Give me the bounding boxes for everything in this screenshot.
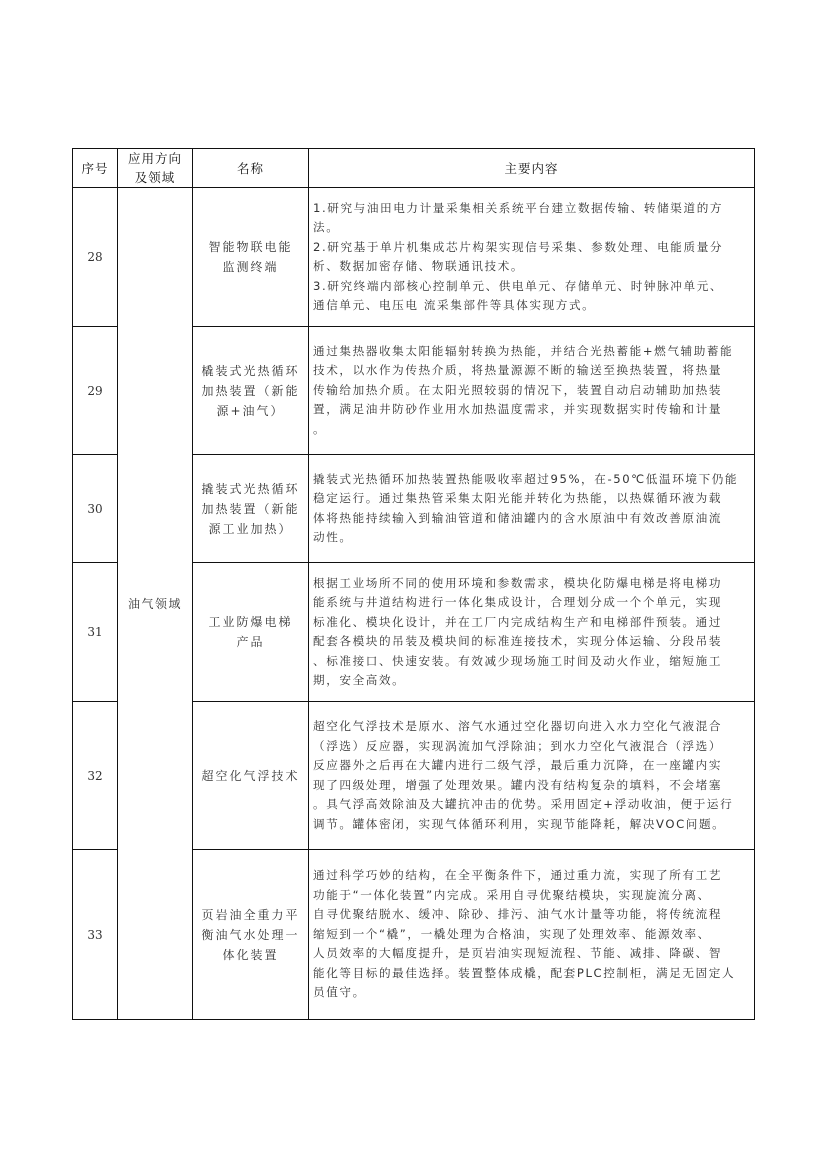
content-line: 通过科学巧妙的结构，在全平衡条件下，通过重力流，实现了所有工艺 xyxy=(313,868,723,883)
item-name-line: 源工业加热） xyxy=(208,521,293,536)
content-line: 缩短到一个“橇”，一橇处理为合格油，实现了处理效率、能源效率、 xyxy=(313,926,711,941)
row-number: 31 xyxy=(73,563,118,702)
item-name-line: 页岩油全重力平 xyxy=(201,907,300,922)
content-line: 、标准接口、快速安装。有效减少现场施工时间及动火作业，缩短施工 xyxy=(313,653,723,668)
item-name xyxy=(193,563,309,702)
content-line: 标准化、模块化设计，并在工厂内完成结构生产和电梯部件预装。通过 xyxy=(313,614,723,629)
content-line: 2.研究基于单片机集成芯片构架实现信号采集、参数处理、电能质量分 xyxy=(313,239,724,254)
item-content xyxy=(309,563,755,702)
application-field: 油气领域 xyxy=(118,188,193,1020)
content-line: 能系统与井道结构进行一体化集成设计，合理划分成一个个单元，实现 xyxy=(313,595,723,609)
item-name xyxy=(193,702,309,850)
item-name-line: 超空化气浮技术 xyxy=(201,768,300,783)
content-line: 现了四级处理，增强了处理效果。罐内没有结构复杂的填料，不会堵塞 xyxy=(313,777,723,792)
item-name xyxy=(193,455,309,563)
row-number: 33 xyxy=(73,850,118,1020)
content-line: 传输给加热介质。在太阳光照较弱的情况下，装置自动启动辅助加热装 xyxy=(313,382,723,397)
content-line: 期，安全高效。 xyxy=(313,673,406,687)
item-name xyxy=(193,188,309,327)
item-name-line: 衡油气水处理一 xyxy=(201,927,300,942)
item-name xyxy=(193,850,309,1020)
header-number: 序号 xyxy=(73,149,118,188)
header-name: 名称 xyxy=(193,149,309,188)
item-content xyxy=(309,188,755,327)
item-content xyxy=(309,702,755,850)
item-name-line: 撬装式光热循环 xyxy=(201,481,300,496)
item-name-line: 产品 xyxy=(236,635,265,649)
content-line: 。具气浮高效除油及大罐抗冲击的优势。采用固定+浮动收油，便于运行 xyxy=(313,797,734,811)
item-name-line: 橇装式光热循环 xyxy=(201,363,300,378)
row-number: 30 xyxy=(73,455,118,563)
content-line: 通信单元、电压电 流采集部件等具体实现方式。 xyxy=(313,298,596,312)
content-line: 析、数据加密存储、物联通讯技术。 xyxy=(313,259,525,273)
item-name-line: 体化装置 xyxy=(222,947,279,962)
content-line: 根据工业场所不同的使用环境和参数需求，模块化防爆电梯是将电梯功 xyxy=(313,575,723,590)
content-line: 1.研究与油田电力计量采集相关系统平台建立数据传输、转储渠道的方 xyxy=(313,200,724,215)
table-row xyxy=(73,188,755,327)
header-content: 主要内容 xyxy=(309,149,755,188)
content-line: 体将热能持续输入到输油管道和储油罐内的含水原油中有效改善原油流 xyxy=(313,510,723,525)
content-line: 调节。罐体密闭，实现气体循环利用，实现节能降耗，解决VOC问题。 xyxy=(313,816,726,831)
content-line: 功能于“一体化装置”内完成。采用自寻优聚结模块，实现旋流分离、 xyxy=(313,887,711,902)
item-name-line: 监测终端 xyxy=(222,260,279,274)
header-field-line: 及领域 xyxy=(134,170,176,185)
content-line: 能化等目标的最佳选择。装置整体成橇，配套PLC控制柜，满足无固定人 xyxy=(313,965,736,980)
item-name-line: 加热装置（新能 xyxy=(201,383,300,398)
header-field-line: 应用方向 xyxy=(127,151,182,166)
item-content xyxy=(309,850,755,1020)
header-row xyxy=(73,149,755,188)
item-content xyxy=(309,455,755,563)
item-name-line: 智能物联电能 xyxy=(208,240,293,254)
row-number: 29 xyxy=(73,327,118,455)
content-line: 超空化气浮技术是原水、溶气水通过空化器切向进入水力空化气液混合 xyxy=(313,719,723,733)
row-number: 32 xyxy=(73,702,118,850)
item-name-line: 源+油气） xyxy=(216,403,285,418)
content-line: 3.研究终端内部核心控制单元、供电单元、存储单元、时钟脉冲单元、 xyxy=(313,278,724,293)
row-number: 28 xyxy=(73,188,118,327)
content-line: 法。 xyxy=(313,220,340,234)
content-line: 反应器外之后再在大罐内进行二级气浮，最后重力沉降，在一座罐内实 xyxy=(313,758,723,772)
content-line: 技术，以水作为传热介质，将热量源源不断的输送至换热装置，将热量 xyxy=(313,363,723,378)
content-line: 人员效率的大幅度提升，是页岩油实现短流程、节能、减排、降碳、智 xyxy=(313,946,723,961)
content-line: 通过集热器收集太阳能辐射转换为热能，并结合光热蓄能+燃气辅助蓄能 xyxy=(313,343,734,358)
content-line: 。 xyxy=(313,421,327,436)
item-name-line: 加热装置（新能 xyxy=(201,501,300,516)
content-line: 撬装式光热循环加热装置热能吸收率超过95%，在-50℃低温环境下仍能 xyxy=(313,471,739,486)
content-line: 配套各模块的吊装及模块间的标准连接技术，实现分体运输、分段吊装 xyxy=(313,634,723,648)
item-content xyxy=(309,327,755,455)
technology-table xyxy=(72,148,755,1020)
content-line: 置，满足油井防砂作业用水加热温度需求，并实现数据实时传输和计量 xyxy=(313,402,723,417)
content-line: 动性。 xyxy=(313,530,353,544)
content-line: 稳定运行。通过集热管采集太阳光能并转化为热能，以热媒循环液为载 xyxy=(313,491,723,505)
header-field xyxy=(118,149,193,188)
content-line: （浮选）反应器，实现涡流加气浮除油；到水力空化气液混合（浮选） xyxy=(313,738,723,753)
item-name xyxy=(193,327,309,455)
item-name-line: 工业防爆电梯 xyxy=(208,615,293,629)
content-line: 员值守。 xyxy=(313,985,366,1000)
content-line: 自寻优聚结脱水、缓冲、除砂、排污、油气水计量等功能，将传统流程 xyxy=(313,907,723,922)
